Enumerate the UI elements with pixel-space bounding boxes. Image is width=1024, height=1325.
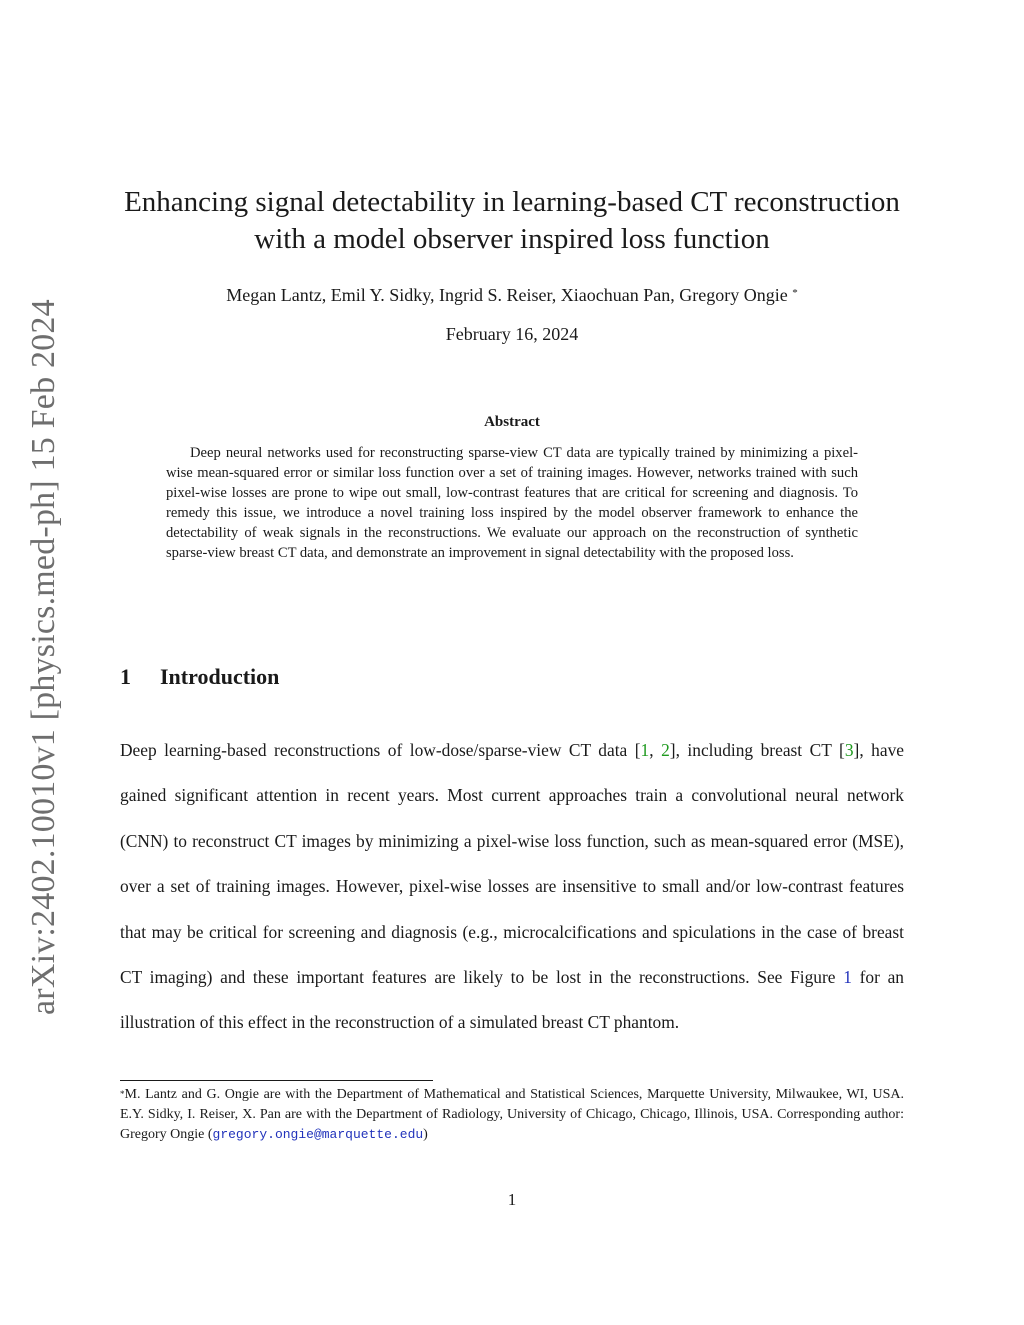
- section-number: 1: [120, 664, 131, 689]
- citation-link-2[interactable]: 2: [661, 740, 670, 760]
- citation-link-3[interactable]: 3: [844, 740, 854, 760]
- footnote-text: M. Lantz and G. Ongie are with the Department of Mathematical and Statistical Sciences, Marquette University, Milwaukee, WI, USA. E.Y. Sidky, I. Reiser, X. Pan are with the Department of Radiology, University of Chicago, Chicago, Illinois, USA. Corresponding author: Gregory Ongie (: [120, 1087, 904, 1142]
- citation-separator: ,: [649, 740, 662, 760]
- author-footnote-mark[interactable]: *: [792, 287, 798, 299]
- affiliation-footnote: [120, 1085, 904, 1145]
- intro-text-part-1: Deep learning-based reconstructions of low-dose/sparse-view CT data [: [120, 740, 641, 760]
- intro-text-part-3: ], have gained significant attention in recent years. Most current approaches train a convolutional neural network (CNN) to reconstruct CT images by minimizing a pixel-wise loss function, such as mean-squared error (MSE), over a set of training images. However, pixel-wise losses are insensitive to small and/or low-contrast features that may be critical for screening and diagnosis (e.g., microcalcifications and spiculations in the case of breast CT imaging) and these important features are likely to be lost in the reconstructions. See Figure: [120, 740, 904, 988]
- introduction-paragraph: [120, 728, 904, 1046]
- page-number: 1: [507, 1190, 517, 1209]
- paper-title: [100, 184, 924, 258]
- intro-text-part-2: ], including breast CT [: [669, 740, 845, 760]
- intro-text-part-4: for an illustration of this effect in the reconstruction of a simulated breast CT phantom.: [120, 967, 905, 1033]
- title-line-2: with a model observer inspired loss function: [254, 223, 770, 255]
- section-title: Introduction: [160, 664, 280, 689]
- corresponding-author-email-link[interactable]: gregory.ongie@marquette.edu: [212, 1127, 424, 1142]
- footnote-close-paren: ): [423, 1127, 428, 1142]
- author-list: [100, 283, 924, 307]
- abstract-text: Deep neural networks used for reconstructing sparse-view CT data are typically trained by minimizing a pixel-wise mean-squared error or similar loss function over a set of training images. However, networks trained with such pixel-wise losses are prone to wipe out small, low-contrast features that are critical for screening and diagnosis. To remedy this issue, we introduce a novel training loss inspired by the model observer framework to enhance the detectability of weak signals in the reconstructions. We evaluate our approach on the reconstruction of synthetic sparse-view breast CT data, and demonstrate an improvement in signal detectability with the proposed loss.: [166, 445, 858, 561]
- figure-reference-link[interactable]: 1: [843, 967, 852, 988]
- footnote-mark: *: [120, 1089, 125, 1099]
- title-line-1: Enhancing signal detectability in learning-based CT reconstruction: [124, 186, 900, 218]
- footnote-divider: [120, 1080, 433, 1081]
- arxiv-identifier-stamp: arXiv:2402.10010v1 [physics.med-ph] 15 Feb 2024: [25, 299, 62, 1015]
- abstract-heading: Abstract: [484, 414, 540, 430]
- publication-date: February 16, 2024: [445, 324, 579, 344]
- citation-link-1[interactable]: 1: [640, 740, 650, 760]
- section-heading-introduction: [120, 662, 279, 692]
- author-names: Megan Lantz, Emil Y. Sidky, Ingrid S. Reiser, Xiaochuan Pan, Gregory Ongie: [226, 285, 788, 305]
